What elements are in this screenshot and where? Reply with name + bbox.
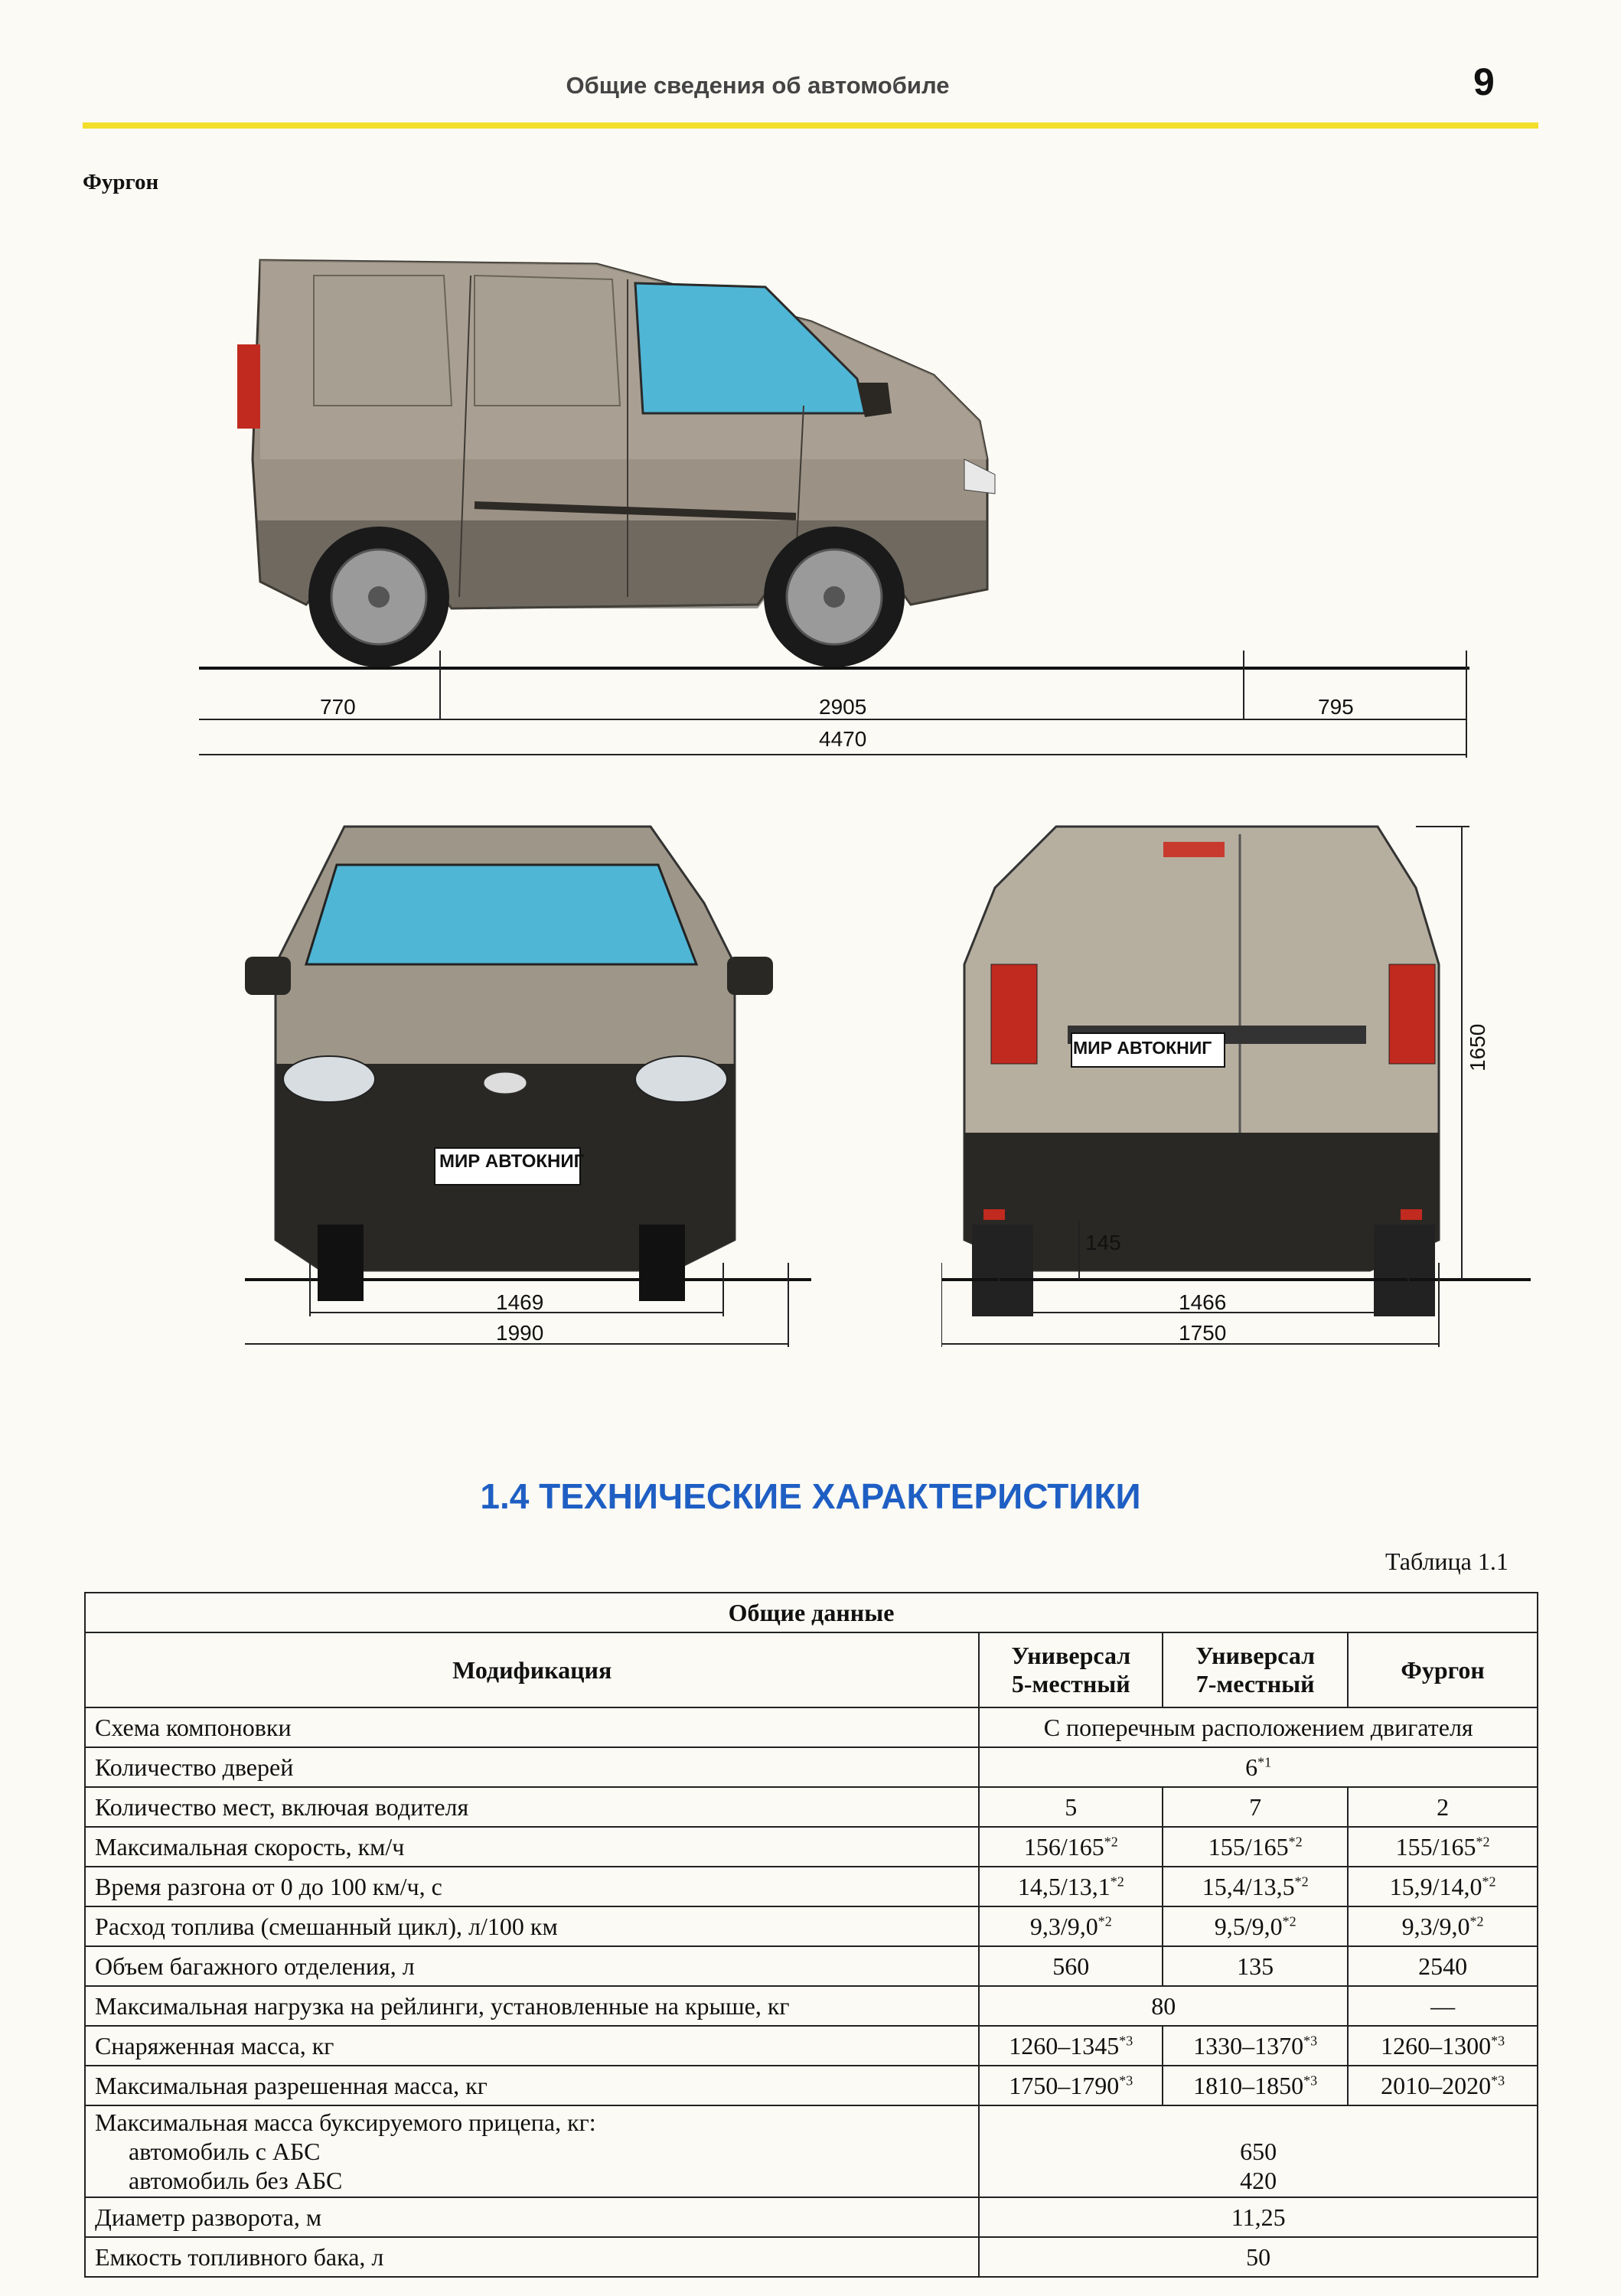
col-wagon5-header [979, 1632, 1163, 1707]
row-label: Объем багажного отделения, л [85, 1946, 979, 1986]
footnote-mark: *1 [1257, 1753, 1272, 1769]
cell: 80 [979, 1986, 1348, 2026]
page-number: 9 [1473, 60, 1495, 103]
footnote-mark: *2 [1482, 1873, 1496, 1889]
footnote-mark: *2 [1104, 1833, 1118, 1849]
dim-clearance: 145 [1085, 1231, 1121, 1254]
cell [1163, 1906, 1348, 1946]
trailer-sub-abs: автомобиль с АБС [129, 2138, 321, 2165]
cell-value: 2010–2020 [1381, 2071, 1492, 2099]
cell [979, 2105, 1538, 2197]
footnote-mark: *3 [1303, 2032, 1318, 2048]
rear-view-drawing [941, 811, 1546, 1347]
cell [1348, 1906, 1538, 1946]
cell: 11,25 [979, 2197, 1538, 2237]
side-view-drawing [199, 230, 1500, 758]
trailer-val-no-abs: 420 [1240, 2167, 1277, 2194]
figure-caption: Фургон [83, 170, 159, 194]
col-wagon5-line1: Универсал [1011, 1642, 1131, 1669]
cell-value: 15,4/13,5 [1202, 1872, 1295, 1900]
section-title: 1.4 ТЕХНИЧЕСКИЕ ХАРАКТЕРИСТИКИ [480, 1476, 1141, 1516]
table-header-row [85, 1632, 1538, 1707]
dim-length: 4470 [819, 727, 867, 751]
cell [979, 2026, 1163, 2066]
footnote-mark: *2 [1288, 1833, 1303, 1849]
cell [1163, 2026, 1348, 2066]
cell: 5 [979, 1787, 1163, 1827]
cell: 2540 [1348, 1946, 1538, 1986]
row-label: Схема компоновки [85, 1707, 979, 1747]
spec-table [84, 1592, 1538, 2278]
dim-rear-overhang: 795 [1318, 695, 1354, 719]
cell-value: 1750–1790 [1009, 2071, 1120, 2099]
dim-front-width: 1990 [496, 1321, 544, 1345]
table-row [85, 1787, 1538, 1827]
cell [1163, 1827, 1348, 1867]
row-label [85, 2105, 979, 2197]
dim-height: 1650 [1466, 1023, 1489, 1071]
col-wagon7-header [1163, 1632, 1348, 1707]
cell-value: 15,9/14,0 [1389, 1872, 1482, 1900]
row-label: Расход топлива (смешанный цикл), л/100 км [85, 1906, 979, 1946]
cell: 2 [1348, 1787, 1538, 1827]
rear-wheel [308, 527, 449, 667]
table-row [85, 1747, 1538, 1787]
table-row [85, 2197, 1538, 2237]
table-caption-row [85, 1593, 1538, 1632]
footnote-mark: *3 [1491, 2072, 1505, 2088]
cell: 560 [979, 1946, 1163, 1986]
cell [1348, 1827, 1538, 1867]
trailer-label: Максимальная масса буксируемого прицепа, кг: [95, 2108, 596, 2136]
dim-rear-width: 1750 [1179, 1321, 1227, 1345]
header-rule [83, 122, 1538, 129]
table-label: Таблица 1.1 [1385, 1548, 1508, 1575]
trailer-val-abs: 650 [1240, 2138, 1277, 2165]
cell [1348, 2066, 1538, 2105]
cell-value: 9,5/9,0 [1214, 1912, 1283, 1940]
cell-value: 1810–1850 [1193, 2071, 1304, 2099]
front-wheel [764, 527, 905, 667]
cell [1348, 1867, 1538, 1906]
table-row [85, 2066, 1538, 2105]
footnote-mark: *3 [1119, 2072, 1133, 2088]
footnote-mark: *2 [1110, 1873, 1124, 1889]
footnote-mark: *2 [1098, 1913, 1112, 1929]
table-row [85, 1867, 1538, 1906]
row-value: С поперечным расположением двигателя [979, 1707, 1538, 1747]
table-caption: Общие данные [85, 1593, 1538, 1632]
cell-value: 14,5/13,1 [1017, 1872, 1111, 1900]
row-label: Максимальная нагрузка на рейлинги, установленные на крыше, кг [85, 1986, 979, 2026]
front-plate-label: МИР АВТОКНИГ [439, 1151, 585, 1172]
cell-value: 9,3/9,0 [1029, 1912, 1098, 1940]
footnote-mark: *3 [1303, 2072, 1318, 2088]
footnote-mark: *3 [1119, 2032, 1133, 2048]
footnote-mark: *2 [1294, 1873, 1309, 1889]
cell-value: 1260–1345 [1009, 2031, 1120, 2060]
dim-wheelbase: 2905 [819, 695, 867, 719]
row-label: Снаряженная масса, кг [85, 2026, 979, 2066]
cell [1348, 2026, 1538, 2066]
cell [979, 1867, 1163, 1906]
table-row [85, 2105, 1538, 2197]
table-row [85, 2237, 1538, 2277]
footnote-mark: *2 [1469, 1913, 1484, 1929]
cell [1163, 1867, 1348, 1906]
table-row [85, 1906, 1538, 1946]
cell [979, 1827, 1163, 1867]
cell-value: 1260–1300 [1381, 2031, 1492, 2060]
table-row [85, 1946, 1538, 1986]
cell [979, 2066, 1163, 2105]
row-label: Диаметр разворота, м [85, 2197, 979, 2237]
table-row [85, 1986, 1538, 2026]
cell: 50 [979, 2237, 1538, 2277]
col-wagon5-line2: 5-местный [1011, 1670, 1130, 1698]
cell: 135 [1163, 1946, 1348, 1986]
row-label: Время разгона от 0 до 100 км/ч, с [85, 1867, 979, 1906]
front-view-drawing [245, 811, 827, 1347]
row-label: Количество дверей [85, 1747, 979, 1787]
footnote-mark: *2 [1282, 1913, 1296, 1929]
table-row [85, 1827, 1538, 1867]
row-label: Максимальная разрешенная масса, кг [85, 2066, 979, 2105]
cell [1163, 2066, 1348, 2105]
col-van-header: Фургон [1348, 1632, 1538, 1707]
trailer-sub-no-abs: автомобиль без АБС [129, 2167, 343, 2194]
header-title: Общие сведения об автомобиле [566, 72, 950, 99]
row-label: Емкость топливного бака, л [85, 2237, 979, 2277]
cell-value: 156/165 [1023, 1832, 1104, 1861]
col-wagon7-line1: Универсал [1195, 1642, 1316, 1669]
dim-front-overhang: 770 [320, 695, 356, 719]
footnote-mark: *3 [1491, 2032, 1505, 2048]
table-row [85, 2026, 1538, 2066]
row-value [979, 1747, 1538, 1787]
cell-value: 9,3/9,0 [1401, 1912, 1470, 1940]
doors-value: 6 [1245, 1753, 1258, 1781]
cell-value: 155/165 [1208, 1832, 1289, 1861]
dim-front-track: 1469 [496, 1290, 544, 1314]
cell [979, 1906, 1163, 1946]
row-label: Количество мест, включая водителя [85, 1787, 979, 1827]
cell-value: 1330–1370 [1193, 2031, 1304, 2060]
dim-rear-track: 1466 [1179, 1290, 1227, 1314]
col-param-header: Модификация [85, 1632, 979, 1707]
col-wagon7-line2: 7-местный [1195, 1670, 1315, 1698]
cell-value: 155/165 [1395, 1832, 1476, 1861]
cell: 7 [1163, 1787, 1348, 1827]
cell: — [1348, 1986, 1538, 2026]
table-row [85, 1707, 1538, 1747]
row-label: Максимальная скорость, км/ч [85, 1827, 979, 1867]
footnote-mark: *2 [1476, 1833, 1490, 1849]
rear-plate-label: МИР АВТОКНИГ [1073, 1038, 1212, 1058]
